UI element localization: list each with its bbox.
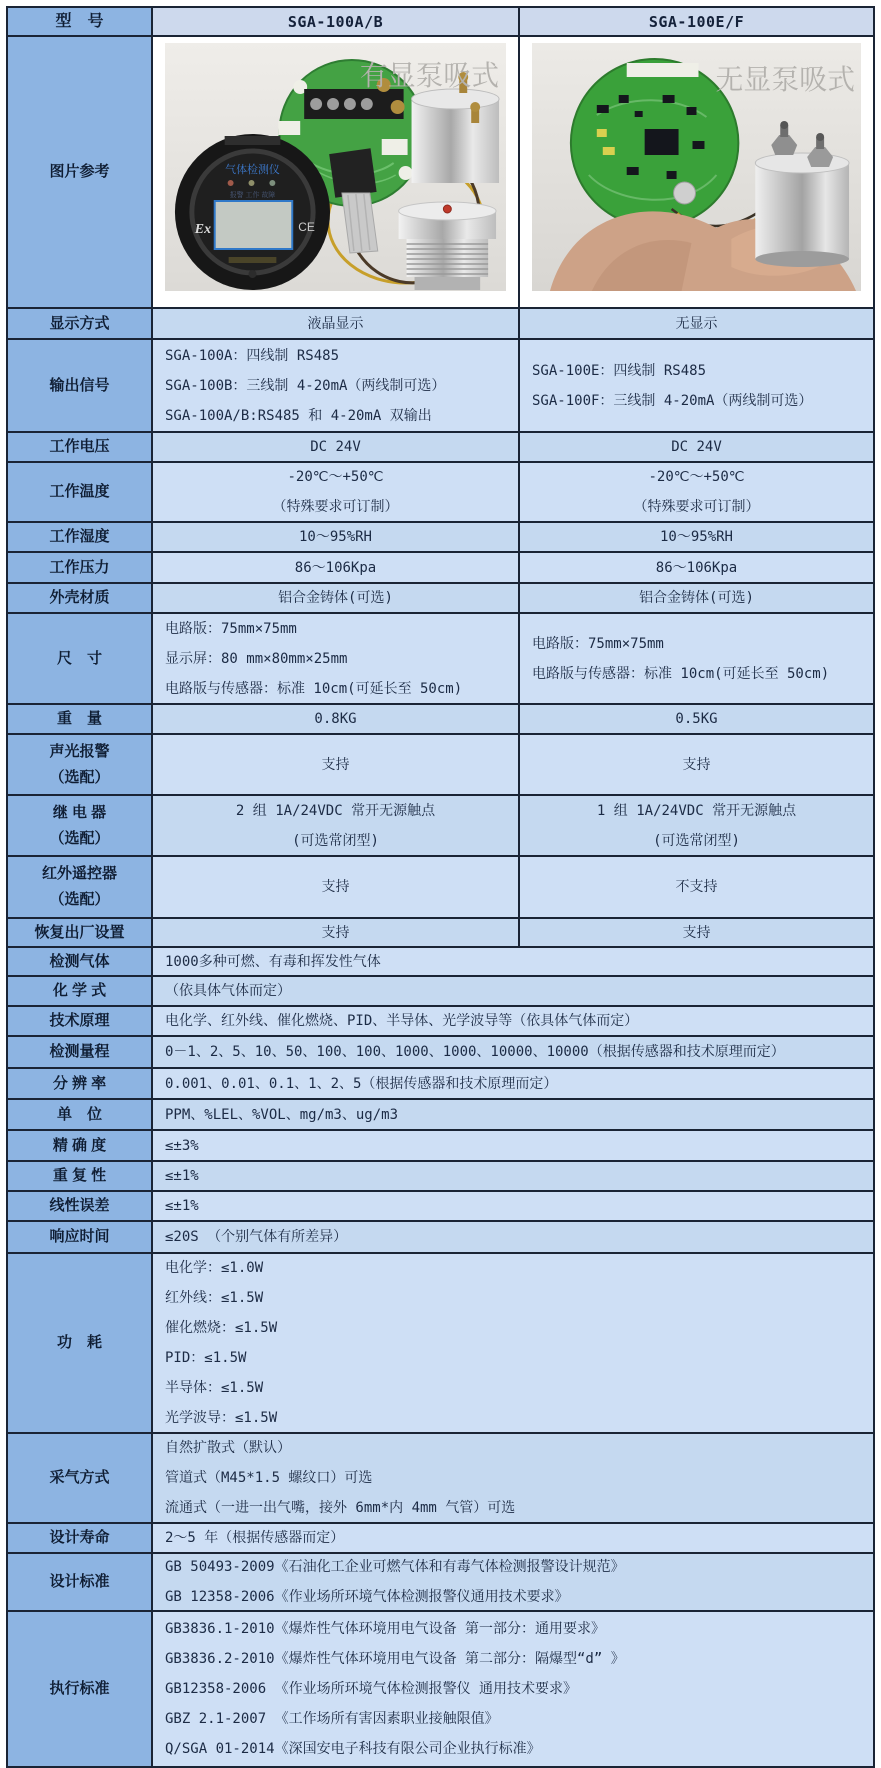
row-label-sound-light-alarm bbox=[8, 735, 153, 794]
row-label-dimensions bbox=[8, 614, 153, 703]
spec-value-line: 支持 bbox=[682, 756, 711, 773]
header-model-sga100ab bbox=[153, 8, 520, 35]
spec-value-line: GBZ 2.1-2007 《工作场所有害因素职业接触限值》 bbox=[165, 1711, 499, 1727]
spec-row-executive-standard bbox=[8, 1610, 873, 1766]
row-label-working-temperature bbox=[8, 463, 153, 521]
spec-table bbox=[6, 6, 875, 1768]
spec-value-ir-remote-b bbox=[520, 857, 873, 917]
row-label-line: 工作温度 bbox=[49, 483, 110, 500]
spec-value-line: PID：≤1.5W bbox=[165, 1350, 247, 1366]
spec-value-line: GB3836.1-2010《爆炸性气体环境用电气设备 第一部分：通用要求》 bbox=[165, 1621, 606, 1637]
spec-value-line: 支持 bbox=[321, 879, 350, 895]
row-label-line: 外壳材质 bbox=[49, 589, 110, 606]
spec-value-line: ≤±1% bbox=[165, 1168, 199, 1184]
spec-value-line: 红外线：≤1.5W bbox=[165, 1290, 264, 1306]
spec-value-line: 支持 bbox=[321, 924, 350, 941]
spec-value-sound-light-alarm-a bbox=[153, 735, 520, 794]
spec-value-unit bbox=[153, 1100, 873, 1129]
row-label-line: 化 学 式 bbox=[52, 982, 107, 999]
row-label-relay bbox=[8, 796, 153, 855]
spec-value-working-pressure-b bbox=[520, 553, 873, 582]
spec-value-line: ≤±1% bbox=[165, 1198, 199, 1214]
row-label-shell-material bbox=[8, 584, 153, 612]
spec-value-sampling-method bbox=[153, 1434, 873, 1522]
model-name-right: SGA-100E/F bbox=[648, 12, 745, 31]
row-label-line: 重 复 性 bbox=[52, 1167, 107, 1184]
spec-row-unit bbox=[8, 1098, 873, 1129]
spec-row-output-signal bbox=[8, 338, 873, 431]
spec-value-line: 电路版与传感器：标准 10cm(可延长至 50cm) bbox=[532, 665, 830, 682]
spec-value-relay-a bbox=[153, 796, 520, 855]
spec-row-dimensions bbox=[8, 612, 873, 703]
row-label-repeatability bbox=[8, 1162, 153, 1190]
spec-value-line: 显示屏：80 mm×80mm×25mm bbox=[165, 650, 348, 667]
spec-value-line: 铝合金铸体(可选) bbox=[278, 590, 393, 606]
row-label-line: 设计标准 bbox=[49, 1573, 110, 1590]
spec-row-response-time bbox=[8, 1220, 873, 1252]
spec-value-technical-principle bbox=[153, 1007, 873, 1035]
spec-value-line: 自然扩散式（默认） bbox=[165, 1440, 291, 1456]
spec-value-output-signal-b bbox=[520, 340, 873, 431]
spec-value-shell-material-a bbox=[153, 584, 520, 612]
row-label-resolution bbox=[8, 1069, 153, 1098]
spec-value-line: 2 组 1A/24VDC 常开无源触点 bbox=[235, 802, 436, 819]
spec-value-line: GB 12358-2006《作业场所环境气体检测报警仪通用技术要求》 bbox=[165, 1589, 569, 1605]
row-label-line: 采气方式 bbox=[49, 1469, 110, 1486]
spec-value-working-temperature-a bbox=[153, 463, 520, 521]
row-label-line: 功 耗 bbox=[56, 1334, 102, 1351]
spec-value-line: 电路版与传感器：标准 10cm(可延长至 50cm) bbox=[165, 680, 463, 697]
spec-value-working-humidity-a bbox=[153, 523, 520, 551]
product-photo-sga100ef bbox=[532, 43, 861, 291]
spec-value-line: ≤±3% bbox=[165, 1137, 199, 1154]
spec-value-line: 电路版：75mm×75mm bbox=[532, 635, 664, 652]
spec-value-resolution bbox=[153, 1069, 873, 1098]
row-label-line: 设计寿命 bbox=[49, 1529, 110, 1546]
spec-value-dimensions-b bbox=[520, 614, 873, 703]
row-label-ir-remote bbox=[8, 857, 153, 917]
spec-value-line: 光学波导：≤1.5W bbox=[165, 1410, 278, 1426]
spec-rows bbox=[8, 307, 873, 1766]
product-photo-cell-left bbox=[153, 37, 520, 307]
spec-value-line: -20℃～+50℃ bbox=[648, 469, 745, 485]
spec-value-shell-material-b bbox=[520, 584, 873, 612]
spec-value-line: -20℃～+50℃ bbox=[287, 469, 384, 485]
model-label-text: 型 号 bbox=[55, 12, 104, 30]
row-label-line: 红外遥控器 bbox=[41, 865, 117, 882]
spec-value-detection-range bbox=[153, 1037, 873, 1067]
row-label-accuracy bbox=[8, 1131, 153, 1160]
product-photo-cell-right bbox=[520, 37, 873, 307]
spec-value-line: (可选常闭型) bbox=[292, 832, 379, 849]
spec-row-design-standard bbox=[8, 1552, 873, 1610]
row-label-line: （选配） bbox=[49, 891, 110, 908]
spec-row-display-mode bbox=[8, 307, 873, 338]
spec-value-repeatability bbox=[153, 1162, 873, 1190]
spec-value-line: 半导体：≤1.5W bbox=[165, 1380, 264, 1396]
row-label-line: 技术原理 bbox=[49, 1012, 110, 1029]
spec-value-ir-remote-a bbox=[153, 857, 520, 917]
row-label-line: 响应时间 bbox=[49, 1228, 110, 1245]
spec-value-line: （特殊要求可订制） bbox=[272, 499, 399, 515]
row-label-line: 检测气体 bbox=[49, 952, 110, 970]
row-label-working-pressure bbox=[8, 553, 153, 582]
row-label-line: 单 位 bbox=[56, 1105, 102, 1123]
row-label-line: 恢复出厂设置 bbox=[34, 923, 125, 941]
spec-value-relay-b bbox=[520, 796, 873, 855]
spec-row-repeatability bbox=[8, 1160, 873, 1190]
spec-value-line: 10～95%RH bbox=[659, 529, 733, 545]
spec-value-line: 电化学：≤1.0W bbox=[165, 1260, 264, 1276]
spec-value-working-voltage-b bbox=[520, 433, 873, 461]
spec-row-technical-principle bbox=[8, 1005, 873, 1035]
spec-value-working-pressure-a bbox=[153, 553, 520, 582]
spec-row-working-humidity bbox=[8, 521, 873, 551]
spec-value-line: 86～106Kpa bbox=[294, 559, 377, 576]
spec-row-accuracy bbox=[8, 1129, 873, 1160]
spec-value-factory-reset-b bbox=[520, 919, 873, 946]
row-label-line: 继 电 器 bbox=[52, 803, 107, 821]
spec-row-detection-range bbox=[8, 1035, 873, 1067]
spec-value-design-standard bbox=[153, 1554, 873, 1610]
spec-value-line: ≤20S （个别气体有所差异） bbox=[165, 1229, 348, 1245]
table-header-row bbox=[8, 8, 873, 35]
spec-value-line: (可选常闭型) bbox=[653, 832, 740, 849]
row-label-sampling-method bbox=[8, 1434, 153, 1522]
spec-value-display-mode-b bbox=[520, 309, 873, 338]
spec-value-line: 0.5KG bbox=[675, 711, 718, 727]
spec-value-line: （依具体气体而定） bbox=[165, 983, 291, 999]
spec-value-line: SGA-100A：四线制 RS485 bbox=[165, 347, 340, 364]
device-title-text: 气体检测仪 bbox=[225, 163, 280, 177]
spec-row-detected-gas bbox=[8, 946, 873, 975]
spec-value-sound-light-alarm-b bbox=[520, 735, 873, 794]
spec-row-chemical-formula bbox=[8, 975, 873, 1005]
row-label-response-time bbox=[8, 1222, 153, 1252]
sensor-cylinder bbox=[399, 202, 496, 290]
spec-row-weight bbox=[8, 703, 873, 733]
spec-row-design-life bbox=[8, 1522, 873, 1552]
spec-value-dimensions-a bbox=[153, 614, 520, 703]
product-photo-sga100ab bbox=[165, 43, 506, 291]
spec-value-line: 0－1、2、5、10、50、100、100、1000、1000、10000、10000（根据传感器和技术原理而定） bbox=[165, 1044, 785, 1060]
row-label-line: 执行标准 bbox=[49, 1680, 110, 1697]
row-label-line: （选配） bbox=[49, 768, 110, 786]
spec-value-line: （特殊要求可订制） bbox=[633, 499, 760, 515]
row-label-line: 显示方式 bbox=[49, 314, 110, 332]
spec-row-relay bbox=[8, 794, 873, 855]
row-label-linearity-error bbox=[8, 1192, 153, 1220]
model-name-left: SGA-100A/B bbox=[287, 12, 384, 31]
photo-row-label: 图片参考 bbox=[8, 37, 153, 307]
spec-value-line: 电路版：75mm×75mm bbox=[165, 620, 297, 637]
spec-value-line: 2～5 年（根据传感器而定） bbox=[165, 1530, 345, 1546]
spec-value-working-voltage-a bbox=[153, 433, 520, 461]
spec-value-line: 液晶显示 bbox=[307, 315, 364, 332]
spec-value-line: 0.001、0.01、0.1、1、2、5（根据传感器和技术原理而定） bbox=[165, 1075, 558, 1092]
row-label-line: 输出信号 bbox=[49, 376, 110, 394]
spec-value-line: PPM、%LEL、%VOL、mg/m3、ug/m3 bbox=[165, 1106, 399, 1123]
spec-value-factory-reset-a bbox=[153, 919, 520, 946]
spec-value-power-consumption bbox=[153, 1254, 873, 1432]
spec-row-factory-reset bbox=[8, 917, 873, 946]
row-label-line: 重 量 bbox=[56, 710, 102, 727]
row-label-line: 工作湿度 bbox=[49, 528, 110, 545]
spec-row-working-voltage bbox=[8, 431, 873, 461]
row-label-line: 声光报警 bbox=[49, 742, 110, 760]
row-label-detected-gas bbox=[8, 948, 153, 975]
spec-value-line: Q/SGA 01-2014《深国安电子科技有限公司企业执行标准》 bbox=[165, 1741, 541, 1757]
row-label-line: 分 辨 率 bbox=[52, 1074, 107, 1092]
spec-value-line: 0.8KG bbox=[314, 711, 357, 727]
spec-value-line: GB12358-2006 《作业场所环境气体检测报警仪 通用技术要求》 bbox=[165, 1681, 578, 1697]
gauge-device bbox=[175, 134, 330, 290]
row-label-working-humidity bbox=[8, 523, 153, 551]
spec-value-line: SGA-100E：四线制 RS485 bbox=[532, 362, 707, 379]
row-label-line: 工作电压 bbox=[49, 438, 110, 455]
row-label-line: 线性误差 bbox=[49, 1197, 110, 1214]
spec-value-line: 86～106Kpa bbox=[655, 559, 738, 576]
row-label-factory-reset bbox=[8, 919, 153, 946]
spec-row-power-consumption bbox=[8, 1252, 873, 1432]
watermark-left-text: 有显泵吸式 bbox=[359, 59, 500, 92]
spec-value-line: 无显示 bbox=[675, 315, 718, 332]
spec-value-line: 电化学、红外线、催化燃烧、PID、半导体、光学波导等（依具体气体而定） bbox=[165, 1013, 639, 1029]
spec-value-working-temperature-b bbox=[520, 463, 873, 521]
spec-row-working-pressure bbox=[8, 551, 873, 582]
spec-row-linearity-error bbox=[8, 1190, 873, 1220]
spec-row-sampling-method bbox=[8, 1432, 873, 1522]
spec-value-line: 管道式（M45*1.5 螺纹口）可选 bbox=[165, 1470, 373, 1486]
spec-value-line: 铝合金铸体(可选) bbox=[639, 590, 754, 606]
spec-row-sound-light-alarm bbox=[8, 733, 873, 794]
row-label-design-standard bbox=[8, 1554, 153, 1610]
spec-value-line: 不支持 bbox=[675, 879, 718, 895]
header-model-sga100ef bbox=[520, 8, 873, 35]
spec-value-output-signal-a bbox=[153, 340, 520, 431]
row-label-design-life bbox=[8, 1524, 153, 1552]
spec-value-line: GB 50493-2009《石油化工企业可燃气体和有毒气体检测报警设计规范》 bbox=[165, 1559, 625, 1575]
led-labels-text: 报警 工作 故障 bbox=[229, 191, 276, 200]
sensor-red-dot bbox=[443, 205, 451, 213]
spec-value-line: SGA-100F：三线制 4-20mA（两线制可选） bbox=[532, 392, 813, 409]
spec-value-weight-a bbox=[153, 705, 520, 733]
spec-value-line: 支持 bbox=[682, 924, 711, 941]
spec-value-line: 1000多种可燃、有毒和挥发性气体 bbox=[165, 953, 381, 970]
row-label-power-consumption bbox=[8, 1254, 153, 1432]
spec-value-line: DC 24V bbox=[671, 439, 722, 455]
row-label-line: 尺 寸 bbox=[56, 649, 102, 667]
spec-value-line: SGA-100B：三线制 4-20mA（两线制可选） bbox=[165, 377, 446, 394]
spec-row-working-temperature bbox=[8, 461, 873, 521]
circuit-board bbox=[571, 59, 738, 227]
spec-value-chemical-formula bbox=[153, 977, 873, 1005]
row-label-weight bbox=[8, 705, 153, 733]
spec-value-response-time bbox=[153, 1222, 873, 1252]
spec-value-linearity-error bbox=[153, 1192, 873, 1220]
watermark-right-text: 无显泵吸式 bbox=[715, 63, 856, 96]
header-model-label bbox=[8, 8, 153, 35]
spec-value-line: 流通式（一进一出气嘴，接外 6mm*内 4mm 气管）可选 bbox=[165, 1500, 516, 1516]
spec-value-weight-b bbox=[520, 705, 873, 733]
spec-value-detected-gas bbox=[153, 948, 873, 975]
spec-value-line: 10～95%RH bbox=[298, 529, 372, 545]
spec-value-line: 催化燃烧：≤1.5W bbox=[165, 1320, 278, 1336]
row-label-line: 精 确 度 bbox=[52, 1136, 107, 1154]
row-label-line: 检测量程 bbox=[49, 1043, 110, 1060]
row-label-line: （选配） bbox=[49, 829, 110, 847]
ce-mark-text: CE bbox=[298, 219, 315, 235]
spec-value-executive-standard bbox=[153, 1612, 873, 1766]
spec-value-line: 1 组 1A/24VDC 常开无源触点 bbox=[596, 802, 797, 819]
spec-value-line: 支持 bbox=[321, 756, 350, 773]
row-label-line: 工作压力 bbox=[49, 558, 110, 576]
spec-value-accuracy bbox=[153, 1131, 873, 1160]
ex-mark-text: Ex bbox=[194, 221, 212, 238]
spec-value-line: SGA-100A/B:RS485 和 4-20mA 双输出 bbox=[165, 407, 432, 424]
row-label-chemical-formula bbox=[8, 977, 153, 1005]
spec-value-design-life bbox=[153, 1524, 873, 1552]
spec-row-resolution bbox=[8, 1067, 873, 1098]
photo-reference-row bbox=[8, 35, 873, 307]
row-label-executive-standard bbox=[8, 1612, 153, 1766]
row-label-technical-principle bbox=[8, 1007, 153, 1035]
spec-value-line: DC 24V bbox=[310, 439, 361, 455]
spec-value-line: GB3836.2-2010《爆炸性气体环境用电气设备 第二部分：隔爆型“d” 》 bbox=[165, 1651, 625, 1667]
row-label-detection-range bbox=[8, 1037, 153, 1067]
spec-row-shell-material bbox=[8, 582, 873, 612]
row-label-unit bbox=[8, 1100, 153, 1129]
row-label-display-mode bbox=[8, 309, 153, 338]
row-label-working-voltage bbox=[8, 433, 153, 461]
spec-value-working-humidity-b bbox=[520, 523, 873, 551]
spec-row-ir-remote bbox=[8, 855, 873, 917]
row-label-output-signal bbox=[8, 340, 153, 431]
spec-value-display-mode-a bbox=[153, 309, 520, 338]
